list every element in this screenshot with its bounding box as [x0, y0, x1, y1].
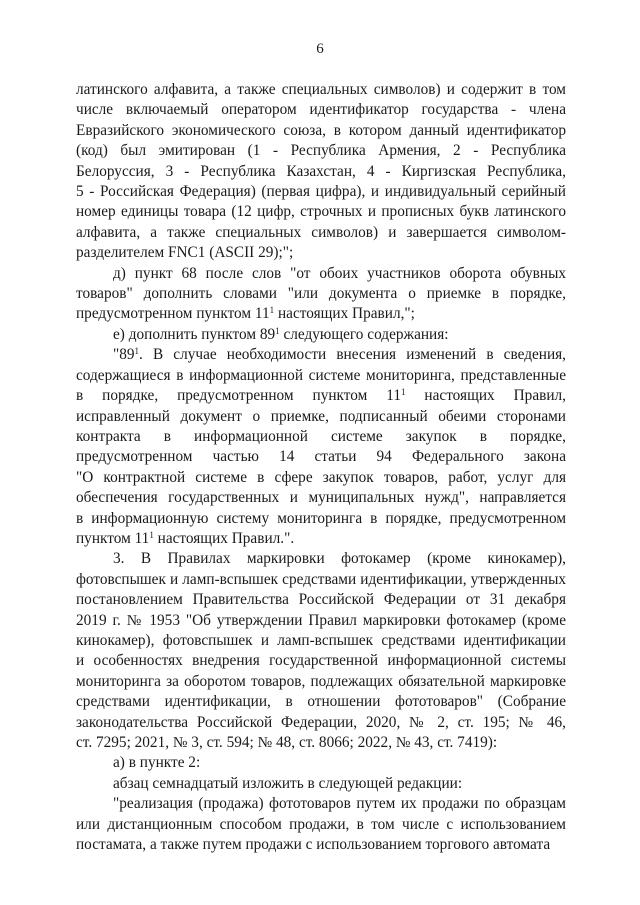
text-line: товаров" дополнить словами "или документа о приемке в порядке, [76, 285, 566, 303]
superscript-index: 1 [275, 325, 280, 336]
text-line: Белоруссия, 3 - Республика Казахстан, 4 - Киргизская Республика, [76, 162, 566, 180]
text-line: е) дополнить пунктом $89^1$ следующего содержания: [113, 325, 449, 343]
text-line: "$89^1$. В случае необходимости внесения изменений в сведения, [113, 346, 566, 364]
text-line: "О контрактной системе в сфере закупок товаров, работ, услуг для [76, 468, 566, 486]
text-line: содержащиеся в информационной системе мониторинга, представленные [76, 366, 566, 384]
text-line: исправленный документ о приемке, подписанный обеими сторонами [76, 407, 566, 425]
superscript-index: 1 [400, 387, 406, 398]
text-line: пунктом $11^1$ настоящих Правил.". [76, 529, 295, 547]
superscript-index: 1 [149, 529, 154, 540]
text-line: обеспечения государственных и муниципальных нужд", направляется [76, 489, 566, 507]
text-line: разделителем FNC1 (ASCII 29);"; [76, 244, 294, 262]
superscript-index: 1 [134, 346, 140, 357]
text-line: а) в пункте 2: [113, 754, 201, 772]
text-line: фотовспышек и ламп-вспышек средствами идентификации, утвержденных [76, 570, 566, 588]
text-line: числе включаемый оператором идентификатор государства - члена [76, 101, 566, 119]
text-line: и особенностях внедрения государственной информационной системы [76, 652, 566, 670]
text-line: предусмотренном пунктом $11^1$ настоящих Правил,"; [76, 305, 415, 323]
text-line: д) пункт 68 после слов "от обоих участников оборота обувных [113, 264, 566, 282]
text-line: номер единицы товара (12 цифр, строчных и прописных букв латинского [76, 203, 566, 221]
text-line: ст. 7295; 2021, № 3, ст. 594; № 48, ст. 8066; 2022, № 43, ст. 7419): [76, 734, 498, 751]
text-line: в информационную систему мониторинга в порядке, предусмотренном [76, 509, 566, 527]
text-line: постановлением Правительства Российской Федерации от 31 декабря [76, 591, 566, 609]
text-line: постамата, а также путем продажи с использованием торгового автомата [76, 836, 551, 854]
text-line: "реализация (продажа) фототоваров путем их продажи по образцам [113, 795, 566, 813]
text-line: мониторинга за оборотом товаров, подлежащих обязательной маркировке [76, 672, 566, 690]
text-line: в порядке, предусмотренном пунктом $11^1$ настоящих Правил, [76, 387, 566, 405]
text-line: кинокамер), фотовспышек и ламп-вспышек средствами идентификации [76, 631, 566, 649]
text-line: контракта в информационной системе закупок в порядке, [76, 427, 566, 445]
text-line: Евразийского экономического союза, в котором данный идентификатор [76, 121, 566, 139]
text-line: латинского алфавита, а также специальных символов) и содержит в том [76, 81, 566, 98]
text-line: средствами идентификации, в отношении фототоваров" (Собрание [76, 693, 566, 711]
page-number: 6 [316, 41, 324, 57]
text-line: абзац семнадцатый изложить в следующей редакции: [113, 774, 463, 792]
text-line: законодательства Российской Федерации, 2020, № 2, ст. 195; № 46, [76, 713, 566, 731]
text-line: предусмотренном частью 14 статьи 94 Федерального закона [76, 448, 566, 466]
document-body [76, 80, 566, 855]
text-line: 2019 г. № 1953 "Об утверждении Правил маркировки фотокамер (кроме [76, 611, 566, 629]
text-line: алфавита, а также специальных символов) и завершается символом- [76, 223, 566, 241]
text-line: 3. В Правилах маркировки фотокамер (кроме кинокамер), [113, 550, 566, 568]
text-line: или дистанционным способом продажи, в том числе с использованием [76, 815, 566, 833]
text-line: 5 - Российская Федерация) (первая цифра), и индивидуальный серийный [76, 183, 566, 201]
superscript-index: 1 [269, 305, 275, 316]
text-line: (код) был эмитирован (1 - Республика Армения, 2 - Республика [76, 142, 566, 160]
